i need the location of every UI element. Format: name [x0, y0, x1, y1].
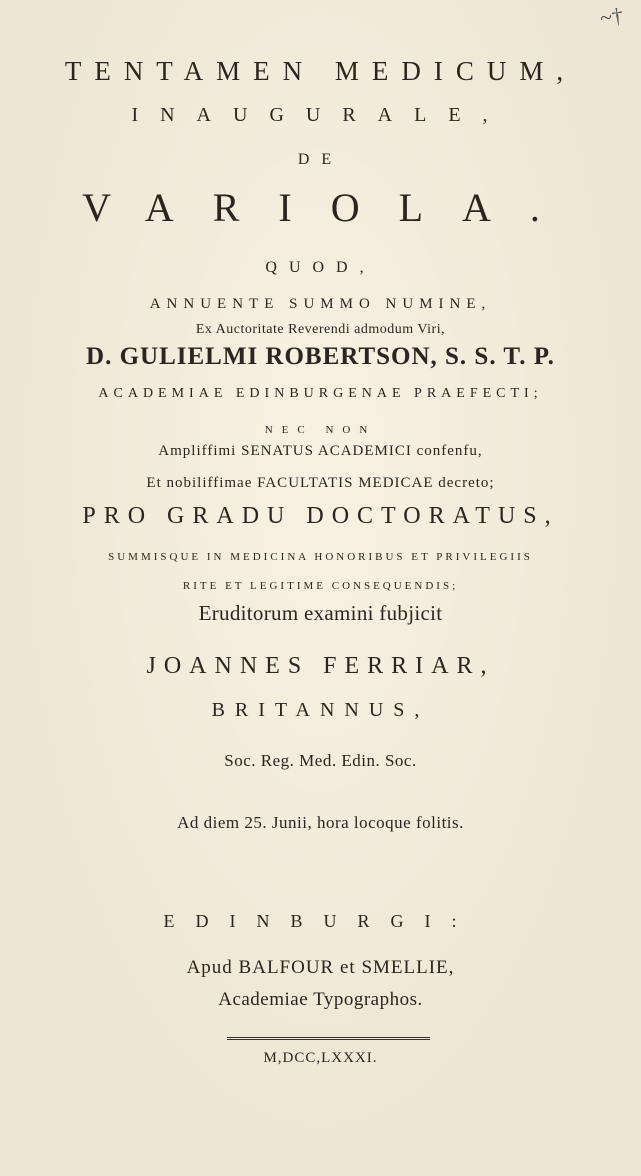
rite-line: RITE ET LEGITIME CONSEQUENDIS;	[182, 580, 459, 592]
date-line: Ad diem 25. Junii, hora locoque folitis.	[177, 813, 464, 832]
title-line-1: TENTAMEN MEDICUM,	[64, 56, 577, 86]
corner-ink-mark: ~†	[598, 2, 625, 31]
quod-line: QUOD,	[265, 259, 376, 276]
double-rule	[227, 1037, 430, 1040]
year-line: M,DCC,LXXXI.	[263, 1050, 378, 1066]
facultatis-line: Et nobiliffimae FACULTATIS MEDICAE decreto;	[146, 475, 495, 491]
summisque-line: SUMMISQUE IN MEDICINA HONORIBUS ET PRIVILEGIIS	[108, 551, 533, 563]
title-subject: VARIOLA.	[82, 185, 579, 230]
author-name: JOANNES FERRIAR,	[146, 653, 495, 679]
pro-gradu-line: PRO GRADU DOCTORATUS,	[82, 503, 559, 529]
principal-name: D. GULIELMI ROBERTSON, S. S. T. P.	[86, 343, 555, 370]
title-line-2: INAUGURALE,	[131, 104, 510, 126]
nationality-line: BRITANNUS,	[211, 699, 430, 721]
nec-non-line: NEC NON	[264, 424, 377, 436]
senatus-line: Ampliffimi SENATUS ACADEMICI confenfu,	[158, 443, 483, 459]
title-de: DE	[297, 151, 344, 168]
typographos-line: Academiae Typographos.	[218, 989, 423, 1010]
annuente-line: ANNUENTE SUMMO NUMINE,	[149, 296, 492, 312]
auctoritate-line: Ex Auctoritate Reverendi admodum Viri,	[195, 322, 446, 337]
printers-line: Apud BALFOUR et SMELLIE,	[186, 957, 455, 978]
city-line: EDINBURGI:	[163, 911, 478, 931]
academiae-line: ACADEMIAE EDINBURGENAE PRAEFECTI;	[98, 386, 543, 401]
eruditorum-line: Eruditorum examini fubjicit	[198, 601, 443, 625]
society-line: Soc. Reg. Med. Edin. Soc.	[224, 751, 417, 770]
